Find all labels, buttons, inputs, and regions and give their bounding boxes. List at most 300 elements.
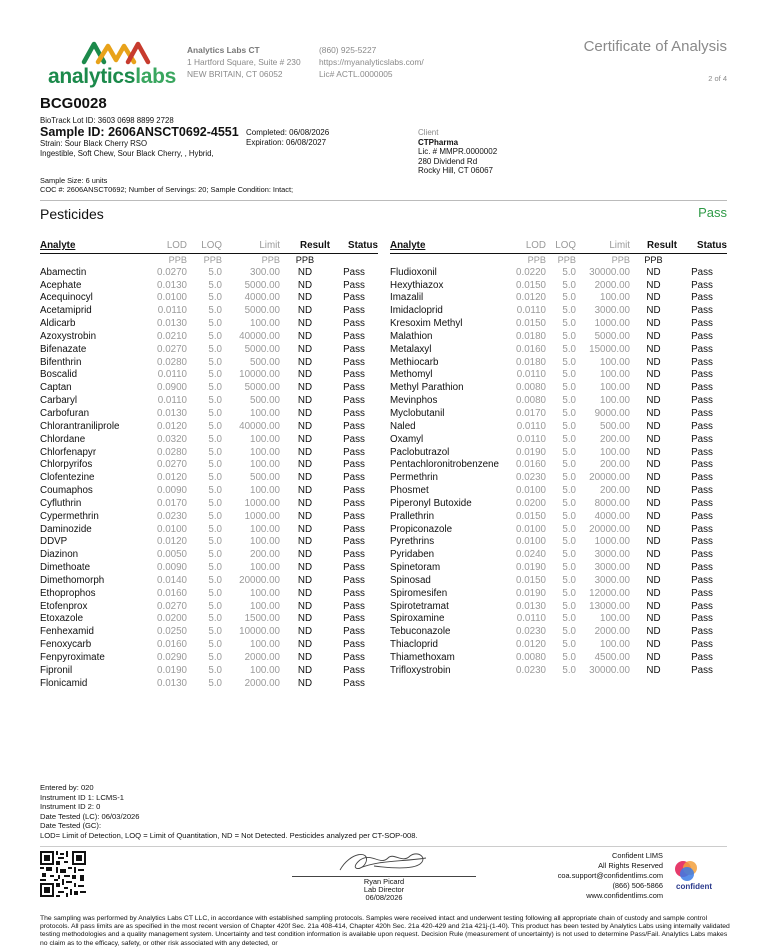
analyte-cell: Metalaxyl (390, 343, 432, 355)
analyte-cell: Pyrethrins (390, 536, 435, 548)
loq-cell: 5.0 (208, 677, 222, 689)
loq-cell: 5.0 (208, 664, 222, 676)
limit-cell: 100.00 (250, 433, 280, 445)
analyte-cell: Oxamyl (390, 433, 424, 445)
sample-details (40, 176, 293, 194)
analyte-cell: Chlorfenapyr (40, 446, 97, 458)
result-cell: ND (646, 330, 661, 342)
lod-cell: 0.0190 (516, 587, 546, 599)
completed-date: Completed: 06/08/2026 (246, 128, 330, 137)
col-header-analyte: Analyte (40, 240, 147, 253)
table-row (390, 524, 727, 537)
lod-cell: 0.0190 (516, 446, 546, 458)
analyte-cell: Azoxystrobin (40, 330, 97, 342)
lod-cell: 0.0080 (516, 395, 546, 407)
analyte-cell: Imidacloprid (390, 305, 443, 317)
table-row (40, 305, 378, 318)
analyte-cell: Boscalid (40, 369, 78, 381)
status-cell: Pass (343, 330, 365, 342)
result-cell: ND (297, 279, 313, 291)
client-info (418, 128, 497, 176)
lod-cell: 0.0110 (516, 420, 546, 432)
table-row (390, 536, 727, 549)
loq-cell: 5.0 (208, 343, 222, 355)
limit-cell: 100.00 (250, 664, 280, 676)
analyte-cell: Pyridaben (390, 549, 435, 561)
loq-cell: 5.0 (562, 664, 576, 676)
status-cell: Pass (691, 318, 713, 330)
client-label: Client (418, 128, 439, 137)
col-header-result: Result (630, 240, 677, 253)
table-row (40, 395, 378, 408)
table-row (390, 331, 727, 344)
entered-by: Entered by: 020 (40, 783, 94, 792)
limit-cell: 5000.00 (244, 305, 280, 317)
col-header-loq: LOQ (187, 240, 222, 253)
unit-loq: PPB (557, 254, 576, 265)
table-row (40, 318, 378, 331)
lod-cell: 0.0050 (157, 549, 187, 561)
analyte-cell: Dimethoate (40, 562, 91, 574)
units-row (390, 253, 727, 266)
analyte-cell: Spinosad (390, 574, 431, 586)
analyte-cell: Chlorpyrifos (40, 459, 93, 471)
limit-cell: 40000.00 (239, 420, 280, 432)
result-cell: ND (297, 626, 313, 638)
limit-cell: 100.00 (250, 459, 280, 471)
lod-cell: 0.0120 (157, 472, 187, 484)
table-row (40, 280, 378, 293)
status-cell: Pass (691, 626, 713, 638)
result-cell: ND (297, 562, 313, 574)
status-cell: Pass (691, 523, 713, 535)
analyte-cell: Mevinphos (390, 395, 438, 407)
lab-name: Analytics Labs CT (187, 45, 260, 55)
result-cell: ND (297, 600, 313, 612)
coc-info: COC #: 2606ANSCT0692; Number of Servings: 20; Sample Condition: Intact; (40, 185, 294, 194)
lod-cell: 0.0250 (157, 626, 187, 638)
loq-cell: 5.0 (208, 266, 222, 278)
col-header-lod: LOD (514, 240, 546, 253)
result-cell: ND (297, 369, 313, 381)
analyte-cell: Methyl Parathion (390, 382, 464, 394)
lims-name: Confident LIMS (612, 851, 663, 860)
result-cell: ND (646, 664, 661, 676)
loq-cell: 5.0 (208, 587, 222, 599)
status-cell: Pass (343, 587, 365, 599)
status-cell: Pass (343, 369, 365, 381)
expiration-date: Expiration: 06/08/2027 (246, 138, 327, 147)
loq-cell: 5.0 (562, 472, 576, 484)
result-cell: ND (646, 536, 661, 548)
result-cell: ND (297, 330, 313, 342)
loq-cell: 5.0 (208, 369, 222, 381)
result-cell: ND (646, 626, 661, 638)
result-cell: ND (297, 574, 313, 586)
status-cell: Pass (691, 613, 713, 625)
status-cell: Pass (343, 523, 365, 535)
loq-cell: 5.0 (208, 407, 222, 419)
limit-cell: 4000.00 (594, 510, 630, 522)
result-cell: ND (646, 279, 661, 291)
loq-cell: 5.0 (208, 472, 222, 484)
loq-cell: 5.0 (208, 382, 222, 394)
signer-date: 06/08/2026 (365, 893, 403, 902)
lod-cell: 0.0130 (157, 407, 187, 419)
status-cell: Pass (691, 446, 713, 458)
lod-cell: 0.0220 (516, 266, 546, 278)
table-row (390, 498, 727, 511)
status-cell: Pass (691, 497, 713, 509)
result-cell: ND (297, 395, 313, 407)
limit-cell: 500.00 (600, 420, 630, 432)
analyte-cell: Tebuconazole (390, 626, 451, 638)
analyte-cell: Etoxazole (40, 613, 84, 625)
lod-cell: 0.0090 (157, 562, 187, 574)
result-cell: ND (646, 523, 661, 535)
strain-text: Strain: Sour Black Cherry RSO (40, 139, 148, 148)
lod-cell: 0.0140 (157, 574, 187, 586)
loq-cell: 5.0 (562, 382, 576, 394)
result-cell: ND (297, 446, 313, 458)
result-cell: ND (646, 356, 661, 368)
limit-cell: 9000.00 (594, 407, 630, 419)
lod-cell: 0.0130 (516, 600, 546, 612)
result-cell: ND (646, 407, 661, 419)
loq-cell: 5.0 (562, 356, 576, 368)
lab-contact (319, 44, 424, 80)
lod-cell: 0.0160 (516, 343, 546, 355)
table-header-row (390, 240, 727, 253)
date-tested-lc: Date Tested (LC): 06/03/2026 (40, 811, 140, 821)
table-row (40, 575, 378, 588)
instrument-2: Instrument ID 2: 0 (40, 802, 101, 812)
loq-cell: 5.0 (562, 639, 576, 651)
loq-cell: 5.0 (208, 600, 222, 612)
loq-cell: 5.0 (562, 613, 576, 625)
status-cell: Pass (691, 536, 713, 548)
lims-phone: (866) 506-5866 (612, 881, 663, 891)
lims-website[interactable]: www.confidentlims.com (586, 891, 663, 901)
result-cell: ND (646, 652, 661, 663)
table-row (40, 678, 378, 691)
lod-cell: 0.0100 (516, 536, 546, 548)
status-cell: Pass (343, 279, 365, 291)
lod-cell: 0.0270 (157, 343, 187, 355)
disclaimer-text: The sampling was performed by Analytics Labs CT LLC, in accordance with established sampling protocols. Samples were received intact and underwent testing following all appropriate chain of custody and sample control protocols. All pass limits are as specified in the most recent version of Chapter 420f Sec. 21a 408-414, Chapter 420h Sec. 21a 420-429 and 21a 421j-(1-40). This product has been tested by Analytics Labs using internally validated testing methodologies and a quality management system. Uncertainty and test condition information is available upon request. Decision Rule (measurement of uncertainty) is not used to determine Pass/Fail. Analytics Labs makes no claim as to the efficacy, safety, or other risk associated with any detected, or (40, 915, 730, 947)
signature-icon (330, 848, 434, 876)
table-row (40, 447, 378, 460)
result-cell: ND (646, 600, 661, 612)
lod-cell: 0.0900 (157, 382, 187, 394)
table-row (40, 536, 378, 549)
analyte-cell: Cyfluthrin (40, 497, 82, 509)
limit-cell: 200.00 (250, 549, 280, 561)
lod-cell: 0.0150 (516, 510, 546, 522)
status-cell: Pass (691, 600, 713, 612)
lab-website[interactable]: https://myanalyticslabs.com/ (319, 57, 424, 67)
table-row (390, 382, 727, 395)
result-cell: ND (297, 639, 313, 651)
analyte-cell: Aldicarb (40, 318, 76, 330)
analyte-cell: Bifenazate (40, 343, 87, 355)
result-cell: ND (646, 420, 661, 432)
lod-cell: 0.0320 (157, 433, 187, 445)
limit-cell: 20000.00 (589, 472, 630, 484)
loq-cell: 5.0 (562, 292, 576, 304)
lod-cell: 0.0110 (157, 305, 187, 317)
status-cell: Pass (691, 382, 713, 394)
status-cell: Pass (691, 330, 713, 342)
limit-cell: 100.00 (600, 382, 630, 394)
table-row (40, 331, 378, 344)
limit-cell: 100.00 (250, 562, 280, 574)
result-cell: ND (297, 382, 313, 394)
limit-cell: 3000.00 (594, 562, 630, 574)
table-row (390, 613, 727, 626)
status-cell: Pass (691, 356, 713, 368)
status-cell: Pass (343, 574, 365, 586)
status-cell: Pass (343, 536, 365, 548)
limit-cell: 100.00 (250, 587, 280, 599)
table-row (40, 601, 378, 614)
table-row (40, 459, 378, 472)
loq-cell: 5.0 (562, 343, 576, 355)
lod-cell: 0.0100 (516, 485, 546, 497)
col-header-limit: Limit (576, 240, 630, 253)
signer-name: Ryan Picard (363, 877, 405, 886)
status-cell: Pass (691, 510, 713, 522)
table-row (390, 344, 727, 357)
qr-code-icon[interactable] (40, 851, 86, 897)
limit-cell: 500.00 (250, 356, 280, 368)
loq-cell: 5.0 (208, 574, 222, 586)
analyte-cell: Spiromesifen (390, 587, 448, 599)
limit-cell: 40000.00 (239, 330, 280, 342)
lod-cell: 0.0200 (157, 613, 187, 625)
table-row (40, 511, 378, 524)
status-cell: Pass (343, 485, 365, 497)
status-cell: Pass (691, 587, 713, 599)
loq-cell: 5.0 (208, 330, 222, 342)
table-row (390, 485, 727, 498)
col-header-analyte: Analyte (390, 240, 514, 253)
document-title: Certificate of Analysis (583, 38, 727, 55)
table-row (390, 639, 727, 652)
table-row (390, 434, 727, 447)
col-header-lod: LOD (147, 240, 187, 253)
status-cell: Pass (343, 343, 365, 355)
pesticides-table-right (390, 240, 727, 678)
loq-cell: 5.0 (208, 395, 222, 407)
result-cell: ND (646, 318, 661, 330)
unit-limit: PPB (261, 254, 280, 265)
status-cell: Pass (691, 407, 713, 419)
analyte-cell: Bifenthrin (40, 356, 82, 368)
analyte-cell: Clofentezine (40, 472, 95, 484)
analyte-cell: Dimethomorph (40, 574, 105, 586)
loq-cell: 5.0 (562, 587, 576, 599)
table-row (40, 665, 378, 678)
table-row (40, 472, 378, 485)
lod-cell: 0.0160 (516, 459, 546, 471)
status-cell: Pass (343, 497, 365, 509)
analyte-cell: Acequinocyl (40, 292, 93, 304)
client-license: Lic. # MMPR.0000002 (418, 147, 498, 156)
lod-cell: 0.0110 (516, 613, 546, 625)
loq-cell: 5.0 (208, 305, 222, 317)
status-cell: Pass (343, 292, 365, 304)
lod-cell: 0.0270 (157, 459, 187, 471)
unit-lod: PPB (168, 254, 187, 265)
analytics-labs-logo (48, 38, 178, 90)
loq-cell: 5.0 (208, 536, 222, 548)
status-cell: Pass (343, 626, 365, 638)
lod-cell: 0.0120 (157, 420, 187, 432)
limit-cell: 300.00 (250, 266, 280, 278)
lod-cell: 0.0160 (157, 587, 187, 599)
result-cell: ND (297, 318, 313, 330)
result-cell: ND (297, 677, 313, 689)
analyte-cell: Fludioxonil (390, 266, 437, 278)
col-header-status: Status (330, 240, 378, 253)
result-cell: ND (646, 369, 661, 381)
table-row (390, 292, 727, 305)
analyte-cell: Etofenprox (40, 600, 88, 612)
status-cell: Pass (691, 420, 713, 432)
analyte-cell: Chlorantraniliprole (40, 420, 120, 432)
result-cell: ND (646, 613, 661, 625)
status-cell: Pass (691, 485, 713, 497)
table-row (40, 549, 378, 562)
table-row (390, 459, 727, 472)
limit-cell: 2000.00 (244, 652, 280, 663)
status-cell: Pass (343, 600, 365, 612)
table-row (390, 652, 727, 665)
signer-title: Lab Director (363, 885, 405, 894)
status-cell: Pass (691, 279, 713, 291)
lod-cell: 0.0100 (516, 523, 546, 535)
analyte-cell: Captan (40, 382, 72, 394)
lod-cell: 0.0280 (157, 446, 187, 458)
table-row (390, 665, 727, 678)
col-header-result: Result (280, 240, 330, 253)
status-cell: Pass (691, 292, 713, 304)
status-cell: Pass (691, 459, 713, 471)
result-cell: ND (297, 266, 313, 278)
status-cell: Pass (691, 562, 713, 574)
status-cell: Pass (691, 664, 713, 676)
unit-lod: PPB (527, 254, 546, 265)
analyte-cell: Naled (390, 420, 416, 432)
analyte-cell: Acetamiprid (40, 305, 92, 317)
lod-cell: 0.0110 (157, 395, 187, 407)
result-cell: ND (646, 639, 661, 651)
col-header-status: Status (677, 240, 727, 253)
analyte-cell: Piperonyl Butoxide (390, 497, 472, 509)
status-cell: Pass (343, 639, 365, 651)
result-cell: ND (646, 459, 661, 471)
loq-cell: 5.0 (208, 562, 222, 574)
result-cell: ND (297, 407, 313, 419)
analyte-cell: Hexythiazox (390, 279, 444, 291)
col-header-limit: Limit (222, 240, 280, 253)
limit-cell: 200.00 (600, 485, 630, 497)
status-cell: Pass (691, 266, 713, 278)
status-cell: Pass (343, 549, 365, 561)
limit-cell: 5000.00 (244, 279, 280, 291)
unit-result: PPB (295, 254, 315, 265)
lod-cell: 0.0240 (516, 549, 546, 561)
status-cell: Pass (343, 266, 365, 278)
lod-cell: 0.0120 (516, 639, 546, 651)
limit-cell: 4500.00 (594, 652, 630, 663)
abbreviation-legend: LOD= Limit of Detection, LOQ = Limit of Quantitation, ND = Not Detected. Pesticides analyzed per CT-SOP-008. (40, 830, 418, 840)
result-cell: ND (297, 343, 313, 355)
divider (40, 200, 727, 201)
table-row (40, 382, 378, 395)
loq-cell: 5.0 (562, 305, 576, 317)
table-row (390, 472, 727, 485)
status-cell: Pass (343, 664, 365, 676)
table-row (40, 524, 378, 537)
analyte-cell: Carbofuran (40, 407, 90, 419)
lod-cell: 0.0110 (516, 433, 546, 445)
table-row (390, 447, 727, 460)
status-cell: Pass (343, 613, 365, 625)
table-row (40, 588, 378, 601)
limit-cell: 2000.00 (244, 677, 280, 689)
result-cell: ND (646, 305, 661, 317)
limit-cell: 5000.00 (244, 382, 280, 394)
loq-cell: 5.0 (208, 652, 222, 663)
table-row (40, 344, 378, 357)
analyte-cell: Methiocarb (390, 356, 439, 368)
table-row (390, 280, 727, 293)
limit-cell: 100.00 (600, 292, 630, 304)
table-row (390, 588, 727, 601)
analyte-cell: Carbaryl (40, 395, 78, 407)
result-cell: ND (297, 587, 313, 599)
pesticides-table-left (40, 240, 378, 691)
status-cell: Pass (691, 395, 713, 407)
analyte-cell: Phosmet (390, 485, 429, 497)
result-cell: ND (297, 613, 313, 625)
limit-cell: 1000.00 (244, 497, 280, 509)
table-row (40, 421, 378, 434)
table-row (390, 549, 727, 562)
lab-phone: (860) 925-5227 (319, 45, 377, 55)
lims-email[interactable]: coa.support@confidentlims.com (557, 871, 663, 881)
limit-cell: 100.00 (250, 536, 280, 548)
loq-cell: 5.0 (562, 369, 576, 381)
result-cell: ND (297, 664, 313, 676)
status-cell: Pass (343, 459, 365, 471)
table-row (40, 267, 378, 280)
result-cell: ND (297, 292, 313, 304)
loq-cell: 5.0 (208, 510, 222, 522)
status-cell: Pass (691, 652, 713, 663)
status-cell: Pass (691, 472, 713, 484)
loq-cell: 5.0 (562, 652, 576, 663)
table-row (390, 318, 727, 331)
analyte-cell: Abamectin (40, 266, 87, 278)
limit-cell: 1000.00 (594, 318, 630, 330)
analyte-cell: Malathion (390, 330, 433, 342)
limit-cell: 100.00 (250, 407, 280, 419)
result-cell: ND (297, 510, 313, 522)
status-cell: Pass (343, 510, 365, 522)
